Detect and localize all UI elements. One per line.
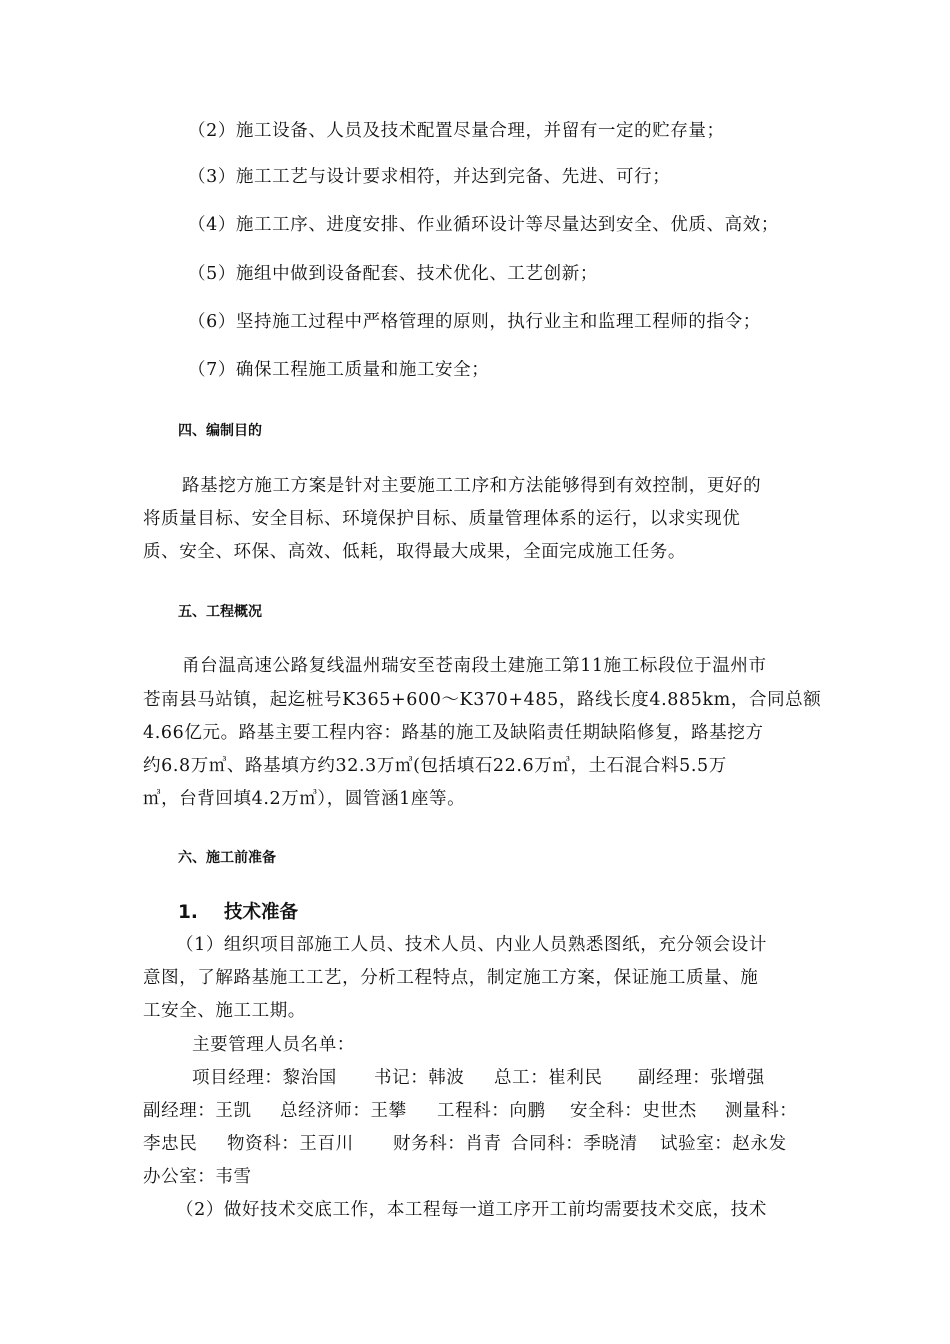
paragraph-line: （2）做好技术交底工作，本工程每一道工序开工前均需要技术交底，技术 bbox=[176, 1200, 767, 1220]
staff-entry: 项目经理：黎治国 bbox=[192, 1068, 337, 1088]
principle-item-4: （4）施工工序、进度安排、作业循环设计等尽量达到安全、优质、高效； bbox=[188, 215, 779, 235]
subsection-number: 1. bbox=[178, 902, 198, 923]
principle-item-3: （3）施工工艺与设计要求相符，并达到完备、先进、可行； bbox=[188, 167, 671, 187]
staff-entry: 财务科：肖青 bbox=[393, 1134, 502, 1154]
section-heading-purpose: 四、编制目的 bbox=[178, 423, 262, 439]
subsection-title: 技术准备 bbox=[224, 902, 299, 923]
staff-entry: 物资科：王百川 bbox=[227, 1134, 354, 1154]
paragraph-line: 苍南县马站镇，起迄桩号K365+600～K370+485，路线长度4.885km，合同总额 bbox=[143, 690, 822, 710]
paragraph-line: ㎥，台背回填4.2万㎥），圆管涵1座等。 bbox=[143, 789, 466, 809]
principle-item-6: （6）坚持施工过程中严格管理的原则，执行业主和监理工程师的指令； bbox=[188, 312, 761, 332]
principle-item-2: （2）施工设备、人员及技术配置尽量合理，并留有一定的贮存量； bbox=[188, 121, 725, 141]
staff-entry: 安全科：史世杰 bbox=[570, 1101, 697, 1121]
staff-entry: 合同科：季晓清 bbox=[511, 1134, 638, 1154]
principle-item-7: （7）确保工程施工质量和施工安全； bbox=[188, 360, 490, 380]
staff-entry: 总经济师：王攀 bbox=[280, 1101, 407, 1121]
staff-entry: 总工：崔利民 bbox=[494, 1068, 603, 1088]
staff-entry: 办公室：韦雪 bbox=[143, 1167, 252, 1187]
staff-list-title: 主要管理人员名单： bbox=[192, 1035, 355, 1055]
paragraph-line: 将质量目标、安全目标、环境保护目标、质量管理体系的运行，以求实现优 bbox=[143, 509, 741, 529]
staff-entry: 副经理：张增强 bbox=[638, 1068, 765, 1088]
staff-entry: 书记：韩波 bbox=[374, 1068, 465, 1088]
section-heading-overview: 五、工程概况 bbox=[178, 604, 262, 620]
paragraph-line: 甬台温高速公路复线温州瑞安至苍南段土建施工第11施工标段位于温州市 bbox=[182, 656, 767, 676]
paragraph-line: 质、安全、环保、高效、低耗，取得最大成果，全面完成施工任务。 bbox=[143, 542, 686, 562]
paragraph-line: （1）组织项目部施工人员、技术人员、内业人员熟悉图纸，充分领会设计 bbox=[176, 935, 767, 955]
staff-row bbox=[143, 1099, 797, 1123]
staff-entry: 副经理：王凯 bbox=[143, 1101, 252, 1121]
subsection-heading-technical bbox=[178, 900, 298, 926]
staff-entry: 试验室：赵永发 bbox=[660, 1134, 787, 1154]
paragraph-line: 路基挖方施工方案是针对主要施工工序和方法能够得到有效控制，更好的 bbox=[182, 476, 762, 496]
paragraph-line: 工安全、施工工期。 bbox=[143, 1001, 306, 1021]
staff-entry: 测量科： bbox=[725, 1101, 798, 1121]
section-heading-preparation: 六、施工前准备 bbox=[178, 850, 276, 866]
staff-row bbox=[143, 1132, 787, 1156]
principle-item-5: （5）施组中做到设备配套、技术优化、工艺创新； bbox=[188, 264, 598, 284]
staff-entry: 工程科：向鹏 bbox=[437, 1101, 546, 1121]
paragraph-line: 约6.8万㎥、路基填方约32.3万㎥(包括填石22.6万㎥，土石混合料5.5万 bbox=[143, 756, 727, 776]
paragraph-line: 4.66亿元。路基主要工程内容：路基的施工及缺陷责任期缺陷修复，路基挖方 bbox=[143, 723, 764, 743]
paragraph-line: 意图，了解路基施工工艺，分析工程特点，制定施工方案，保证施工质量、施 bbox=[143, 968, 759, 988]
staff-entry: 李忠民 bbox=[143, 1134, 198, 1154]
staff-row bbox=[192, 1066, 765, 1090]
staff-row bbox=[143, 1165, 252, 1189]
